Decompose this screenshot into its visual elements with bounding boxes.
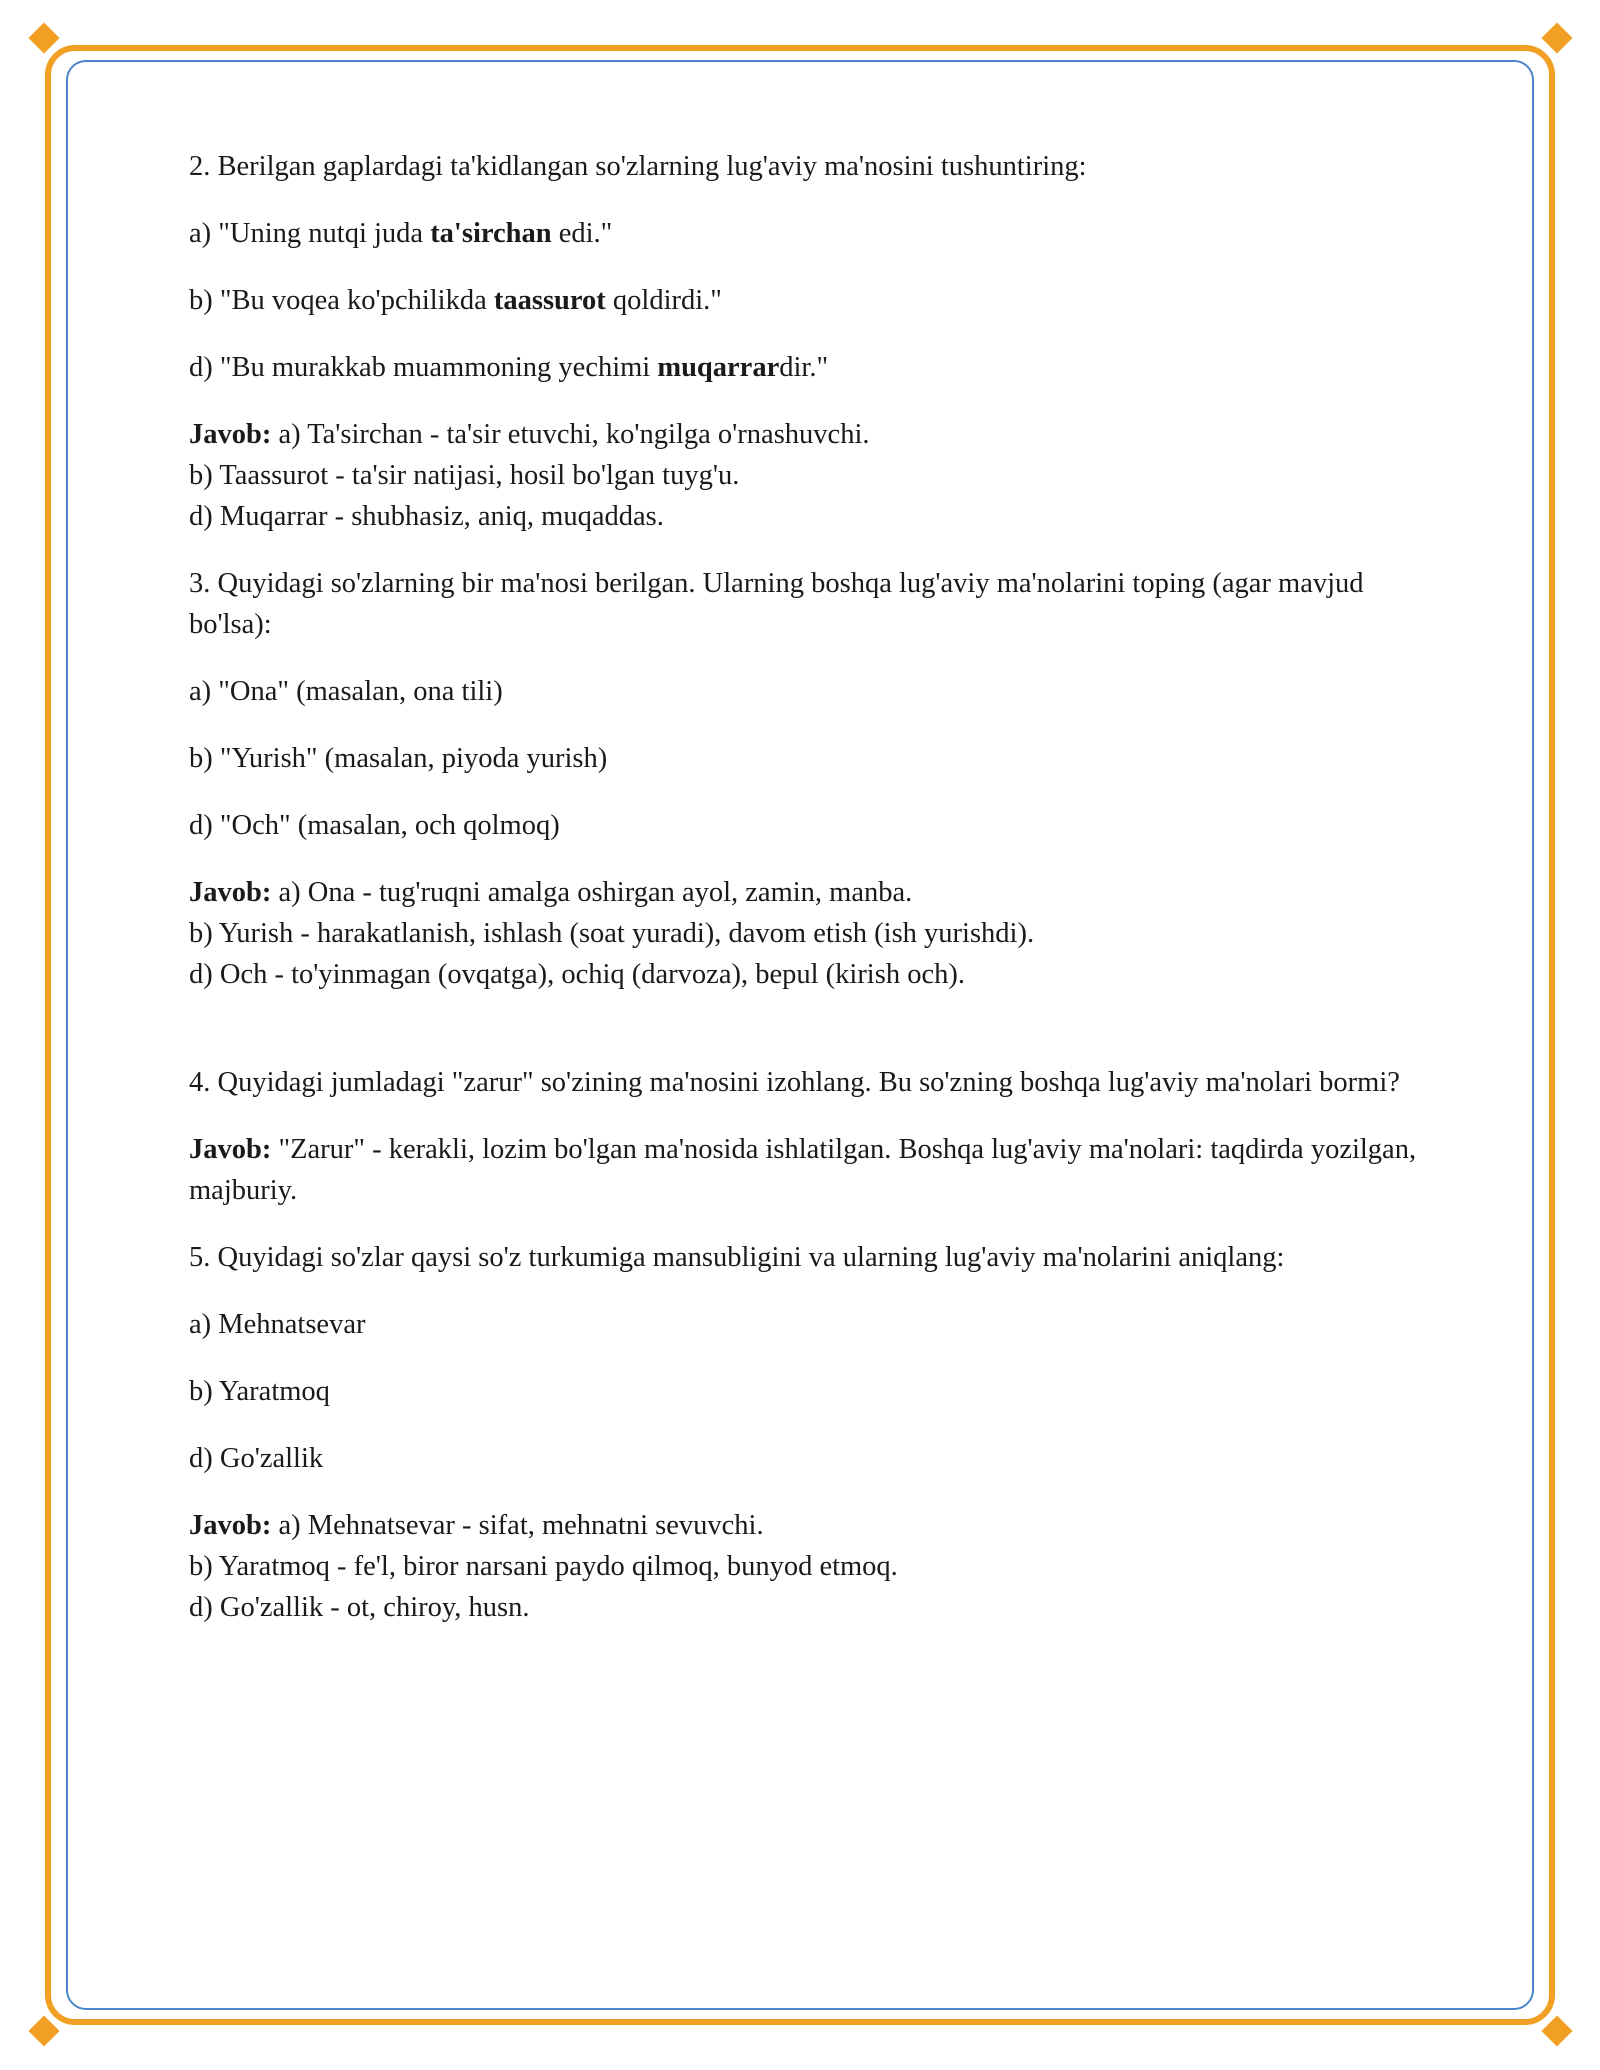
question-4: 4. Quyidagi jumladagi "zarur" so'zining ma'nosini izohlang. Bu so'zning boshqa lug'aviy ma'nolari bormi? <box>189 1067 1400 1098</box>
q2-option-d: d) "Bu murakkab muammoning yechimi muqarrardir." <box>189 352 829 383</box>
q2-option-b: b) "Bu voqea ko'pchilikda taassurot qoldirdi." <box>189 285 722 316</box>
emphasized-word: taassurot <box>493 285 606 316</box>
q5-answer <box>189 1505 1439 1628</box>
answer-label: Javob: <box>189 877 272 908</box>
answer-label: Javob: <box>189 1134 272 1165</box>
answer-line: d) Go'zallik - ot, chiroy, husn. <box>189 1592 530 1623</box>
answer-line: b) Taassurot - ta'sir natijasi, hosil bo'lgan tuyg'u. <box>189 460 740 491</box>
q2-answer <box>189 414 1439 537</box>
q5-option-a: a) Mehnatsevar <box>189 1309 366 1340</box>
answer-line: d) Och - to'yinmagan (ovqatga), ochiq (darvoza), bepul (kirish och). <box>189 959 965 990</box>
q5-option-d: d) Go'zallik <box>189 1443 324 1474</box>
q2-option-a: a) "Uning nutqi juda ta'sirchan edi." <box>189 218 613 249</box>
document-content <box>189 146 1439 1654</box>
corner-diamond-top-left <box>28 22 59 53</box>
answer-line: a) Ona - tug'ruqni amalga oshirgan ayol, zamin, manba. <box>271 877 913 908</box>
question-5: 5. Quyidagi so'zlar qaysi so'z turkumiga mansubligini va ularning lug'aviy ma'nolarini aniqlang: <box>189 1242 1285 1273</box>
answer-line: a) Mehnatsevar - sifat, mehnatni sevuvchi. <box>271 1510 764 1541</box>
answer-text: "Zarur" - kerakli, lozim bo'lgan ma'nosida ishlatilgan. Boshqa lug'aviy ma'nolari: taqdirda yozilgan, majburiy. <box>189 1134 1417 1206</box>
question-3: 3. Quyidagi so'zlarning bir ma'nosi berilgan. Ularning boshqa lug'aviy ma'nolarini toping (agar mavjud bo'lsa): <box>189 568 1364 640</box>
q3-option-b: b) "Yurish" (masalan, piyoda yurish) <box>189 743 608 774</box>
answer-line: a) Ta'sirchan - ta'sir etuvchi, ko'ngilga o'rnashuvchi. <box>271 419 870 450</box>
q3-option-a: a) "Ona" (masalan, ona tili) <box>189 676 503 707</box>
answer-line: b) Yurish - harakatlanish, ishlash (soat yuradi), davom etish (ish yurishdi). <box>189 918 1035 949</box>
q5-option-b: b) Yaratmoq <box>189 1376 330 1407</box>
q3-answer <box>189 872 1439 995</box>
corner-diamond-bottom-left <box>28 2015 59 2046</box>
emphasized-word: muqarrar <box>657 352 780 383</box>
question-2: 2. Berilgan gaplardagi ta'kidlangan so'zlarning lug'aviy ma'nosini tushuntiring: <box>189 151 1087 182</box>
q3-option-d: d) "Och" (masalan, och qolmoq) <box>189 810 560 841</box>
answer-label: Javob: <box>189 1510 272 1541</box>
corner-diamond-top-right <box>1541 22 1572 53</box>
answer-line: d) Muqarrar - shubhasiz, aniq, muqaddas. <box>189 501 664 532</box>
corner-diamond-bottom-right <box>1541 2015 1572 2046</box>
answer-label: Javob: <box>189 419 272 450</box>
answer-line: b) Yaratmoq - fe'l, biror narsani paydo qilmoq, bunyod etmoq. <box>189 1551 898 1582</box>
emphasized-word: ta'sirchan <box>430 218 552 249</box>
q4-answer <box>189 1129 1439 1211</box>
